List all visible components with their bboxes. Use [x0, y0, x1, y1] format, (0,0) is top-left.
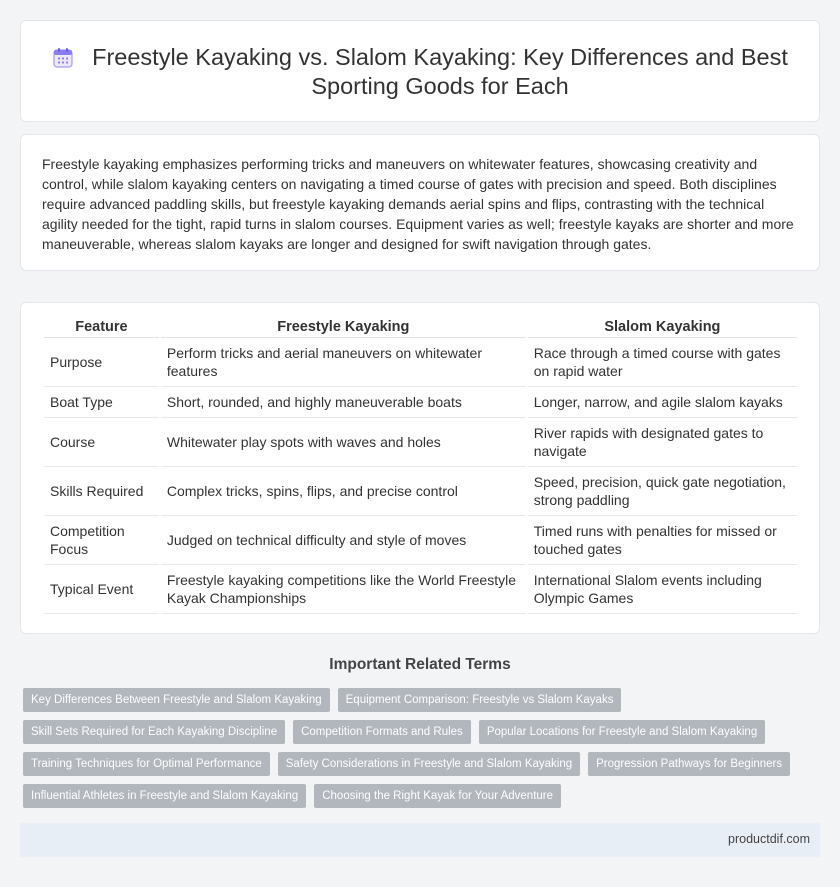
table-row: [44, 565, 797, 614]
table-row: [44, 387, 797, 418]
tag-row: [23, 784, 823, 808]
feature-cell: Competition Focus: [44, 516, 159, 565]
table-row: [44, 338, 797, 387]
related-term-tag[interactable]: Skill Sets Required for Each Kayaking Discipline: [23, 720, 285, 744]
freestyle-cell: Perform tricks and aerial maneuvers on whitewater features: [161, 338, 526, 387]
site-name: productdif.com: [728, 832, 810, 846]
table-row: [44, 418, 797, 467]
table-row: [44, 467, 797, 516]
feature-cell: Skills Required: [44, 467, 159, 516]
slalom-cell: International Slalom events including Olympic Games: [528, 565, 797, 614]
related-term-tag[interactable]: Equipment Comparison: Freestyle vs Slalom Kayaks: [338, 688, 622, 712]
slalom-cell: Race through a timed course with gates on rapid water: [528, 338, 797, 387]
freestyle-cell: Complex tricks, spins, flips, and precise control: [161, 467, 526, 516]
slalom-cell: River rapids with designated gates to navigate: [528, 418, 797, 467]
header-freestyle: Freestyle Kayaking: [161, 315, 526, 338]
feature-cell: Boat Type: [44, 387, 159, 418]
related-term-tag[interactable]: Popular Locations for Freestyle and Slalom Kayaking: [479, 720, 765, 744]
freestyle-cell: Whitewater play spots with waves and holes: [161, 418, 526, 467]
intro-card: [20, 134, 820, 271]
freestyle-cell: Judged on technical difficulty and style of moves: [161, 516, 526, 565]
related-term-tag[interactable]: Competition Formats and Rules: [293, 720, 471, 744]
slalom-cell: Timed runs with penalties for missed or touched gates: [528, 516, 797, 565]
related-term-tag[interactable]: Choosing the Right Kayak for Your Adventure: [314, 784, 561, 808]
table-header-row: [44, 315, 797, 338]
feature-cell: Purpose: [44, 338, 159, 387]
related-term-tag[interactable]: Progression Pathways for Beginners: [588, 752, 790, 776]
feature-cell: Course: [44, 418, 159, 467]
slalom-cell: Longer, narrow, and agile slalom kayaks: [528, 387, 797, 418]
header-feature: Feature: [44, 315, 159, 338]
related-term-tag[interactable]: Key Differences Between Freestyle and Slalom Kayaking: [23, 688, 330, 712]
related-term-tag[interactable]: Influential Athletes in Freestyle and Slalom Kayaking: [23, 784, 306, 808]
page-title: Freestyle Kayaking vs. Slalom Kayaking: Key Differences and Best Sporting Goods for Each: [92, 44, 788, 99]
footer-bar: [20, 823, 820, 857]
header-slalom: Slalom Kayaking: [528, 315, 797, 338]
freestyle-cell: Short, rounded, and highly maneuverable boats: [161, 387, 526, 418]
tag-row: [23, 688, 823, 712]
related-term-tag[interactable]: Safety Considerations in Freestyle and Slalom Kayaking: [278, 752, 580, 776]
intro-paragraph: Freestyle kayaking emphasizes performing tricks and maneuvers on whitewater features, showcasing creativity and control, while slalom kayaking centers on navigating a timed course of gates with precision and speed. Both disciplines require advanced paddling skills, but freestyle kayaking demands aerial spins and flips, contrasting with the technical agility needed for the tight, rapid turns in slalom courses. Equipment varies as well; freestyle kayaks are shorter and more maneuverable, whereas slalom kayaks are longer and designed for swift navigation through gates.: [42, 156, 794, 252]
tag-row: [23, 720, 823, 744]
related-term-tag[interactable]: Training Techniques for Optimal Performance: [23, 752, 270, 776]
related-terms-title: Important Related Terms: [329, 656, 511, 673]
comparison-table: [42, 315, 799, 614]
title-card: [20, 20, 820, 122]
slalom-cell: Speed, precision, quick gate negotiation, strong paddling: [528, 467, 797, 516]
table-row: [44, 516, 797, 565]
freestyle-cell: Freestyle kayaking competitions like the World Freestyle Kayak Championships: [161, 565, 526, 614]
related-terms-list: [23, 688, 823, 816]
feature-cell: Typical Event: [44, 565, 159, 614]
comparison-card: [20, 302, 820, 634]
tag-row: [23, 752, 823, 776]
